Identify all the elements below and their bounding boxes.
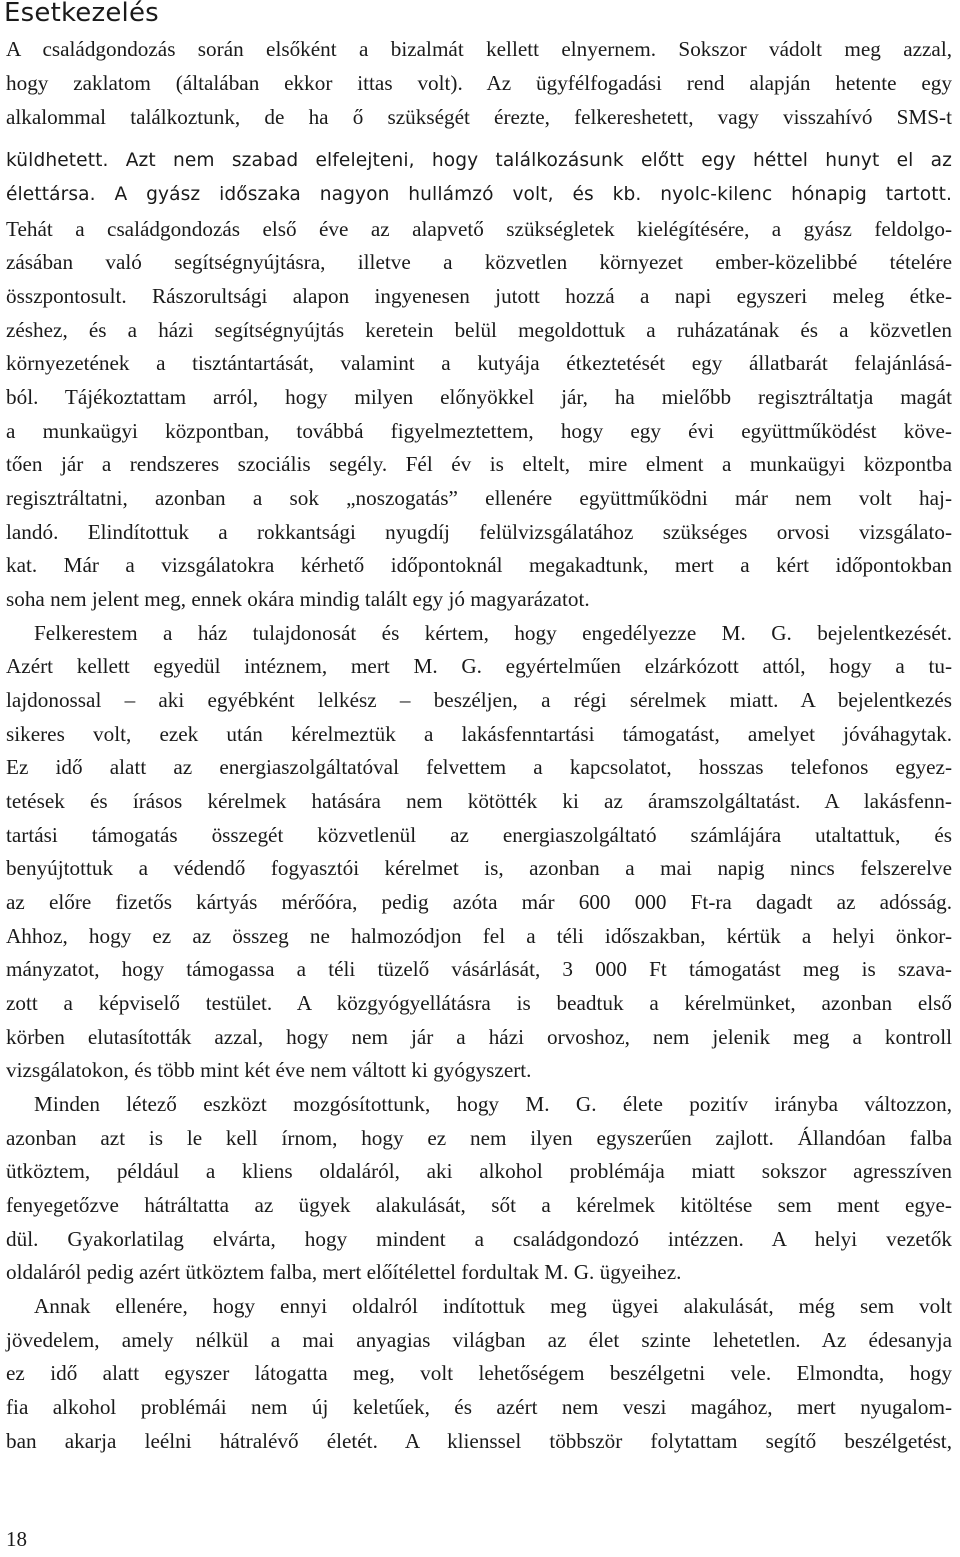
text-line: küldhetett. Azt nem szabad elfelejteni, hogy találkozásunk előtt egy héttel hunyt el az	[6, 150, 952, 171]
text-line: összpontosult. Rászorultsági alapon ingyenesen jutott hozzá a napi egyszeri meleg étke-	[6, 284, 952, 308]
text-line: landó. Elindítottuk a rokkantsági nyugdíj felülvizsgálatához szükséges orvosi vizsgálato-	[6, 520, 952, 544]
text-line: élettársa. A gyász időszaka nagyon hullámzó volt, és kb. nyolc-kilenc hónapig tartott.	[6, 184, 952, 205]
paragraph-first-line: Minden létező eszközt mozgósítottunk, hogy M. G. élete pozitív irányba változzon,	[34, 1092, 952, 1116]
text-line: fia alkohol problémái nem új keletűek, és azért nem veszi magához, mert nyugalom-	[6, 1395, 952, 1419]
text-line: A családgondozás során elsőként a bizalmát kellett elnyernem. Sokszor vádolt meg azzal,	[6, 37, 952, 61]
text-line: zásában való segítségnyújtásra, illetve a közvetlen környezet ember-közelibbé tételére	[6, 250, 952, 274]
text-line: kat. Már a vizsgálatokra kérhető időpontoknál megakadtunk, mert a kért időpontokban	[6, 553, 952, 577]
text-line: sikeres volt, ezek után kérelmeztük a lakásfenntartási támogatást, amelyet jóváhagytak.	[6, 722, 952, 746]
text-line: vizsgálatokon, és több mint két éve nem váltott ki gyógyszert.	[6, 1058, 532, 1082]
text-line: jövedelem, amely nélkül a mai anyagias világban az élet szinte lehetetlen. Az édesanyja	[6, 1328, 952, 1352]
text-line: oldaláról pedig azért ütköztem falba, mert előítélettel fordultak M. G. ügyeihez.	[6, 1260, 682, 1284]
text-line: dül. Gyakorlatilag elvárta, hogy mindent a családgondozó intézzen. A helyi vezetők	[6, 1227, 952, 1251]
text-line: alkalommal találkoztunk, de ha ő szükségét érezte, felkereshetett, vagy visszahívó SMS-t	[6, 105, 952, 129]
text-line: az előre fizetős kártyás mérőóra, pedig azóta már 600 000 Ft-ra dagadt az adósság.	[6, 890, 952, 914]
text-line: tartási támogatás összegét közvetlenül az energiaszolgáltató számlájára utaltattuk, és	[6, 823, 952, 847]
text-line: Azért kellett egyedül intéznem, mert M. G. egyértelműen elzárkózott attól, hogy a tu-	[6, 654, 952, 678]
text-line: tetések és írásos kérelmek hatására nem kötötték ki az áramszolgáltatást. A lakásfenn-	[6, 789, 952, 813]
text-line: regisztráltatni, azonban a sok „noszogatás” ellenére együttműködni már nem volt haj-	[6, 486, 952, 510]
text-line: ból. Tájékoztattam arról, hogy milyen előnyökkel jár, ha mielőbb regisztráltatja magát	[6, 385, 952, 409]
text-line: zott a képviselő testület. A közgyógyellátásra is beadtuk a kérelmünket, azonban első	[6, 991, 952, 1015]
text-line: Ez idő alatt az energiaszolgáltatóval felvettem a kapcsolatot, hosszas telefonos egyez-	[6, 755, 952, 779]
page-number: 18	[6, 1527, 27, 1551]
text-line: ütköztem, például a kliens oldaláról, aki alkohol problémája miatt sokszor agresszíven	[6, 1159, 952, 1183]
text-line: tően jár a rendszeres szociális segély. Fél év is eltelt, mire elment a munkaügyi központba	[6, 452, 952, 476]
text-line: környezetének a tisztántartását, valamint a kutyája étkeztetését egy állatbarát felajánlásá-	[6, 351, 952, 375]
text-line: a munkaügyi központban, továbbá figyelmeztettem, hogy egy évi együttműködést köve-	[6, 419, 952, 443]
text-line: soha nem jelent meg, ennek okára mindig talált egy jó magyarázatot.	[6, 587, 590, 611]
text-line: lajdonossal – aki egyébként lelkész – beszéljen, a régi sérelmek miatt. A bejelentkezés	[6, 688, 952, 712]
paragraph-first-line: Felkerestem a ház tulajdonosát és kértem, hogy engedélyezze M. G. bejelentkezését.	[34, 621, 952, 645]
text-line: ban akarja leélni hátralévő életét. A klienssel többször folytattam segítő beszélgetést,	[6, 1429, 952, 1453]
text-line: Tehát a családgondozás első éve az alapvető szükségletek kielégítésére, a gyász feldolgo-	[6, 217, 952, 241]
text-line: körben elutasították azzal, hogy nem jár a házi orvoshoz, nem jelenik meg a kontroll	[6, 1025, 952, 1049]
text-line: azonban azt is le kell írnom, hogy ez nem ilyen egyszerűen zajlott. Állandóan falba	[6, 1126, 952, 1150]
text-line: benyújtottuk a védendő fogyasztói kérelmet is, azonban a mai napig nincs felszerelve	[6, 856, 952, 880]
paragraph-first-line: Annak ellenére, hogy ennyi oldalról indítottuk meg ügyei alakulását, még sem volt	[34, 1294, 952, 1318]
text-line: fenyegetőzve hátráltatta az ügyek alakulását, sőt a kérelmek kitöltése sem ment egye-	[6, 1193, 952, 1217]
text-line: mányzatot, hogy támogassa a téli tüzelő vásárlását, 3 000 Ft támogatást meg is szava-	[6, 957, 952, 981]
text-line: Ahhoz, hogy ez az összeg ne halmozódjon fel a téli időszakban, kértük a helyi önkor-	[6, 924, 952, 948]
section-heading: Esetkezelés	[4, 0, 159, 28]
text-line: hogy zaklatom (általában ekkor ittas volt). Az ügyfélfogadási rend alapján hetente egy	[6, 71, 952, 95]
text-line: ez idő alatt egyszer látogatta meg, volt lehetőségem beszélgetni vele. Elmondta, hogy	[6, 1361, 952, 1385]
text-line: zéshez, és a házi segítségnyújtás keretein belül megoldottuk a ruházatának és a közvetlen	[6, 318, 952, 342]
